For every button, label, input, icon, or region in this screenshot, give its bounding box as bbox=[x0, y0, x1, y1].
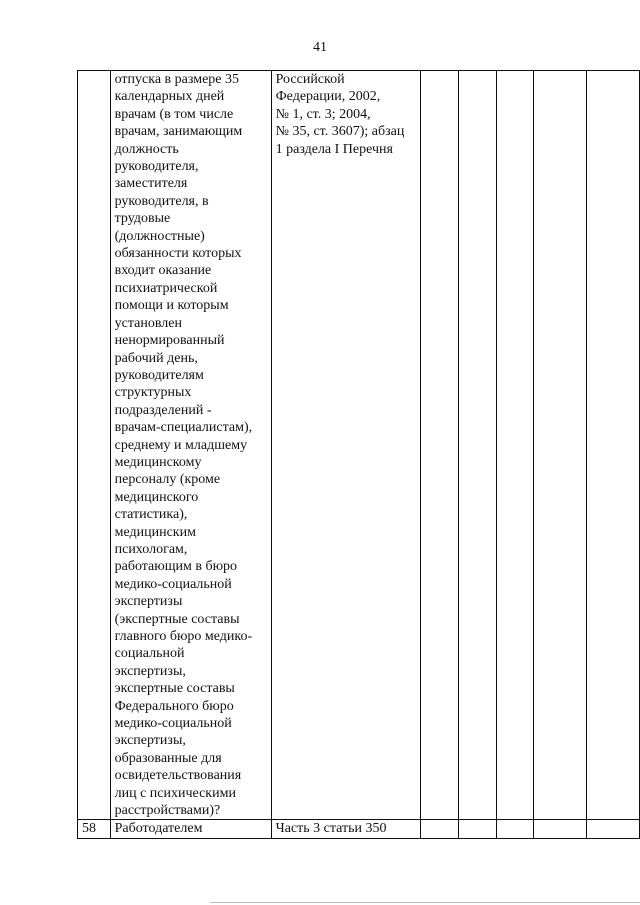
row-number-cell: 58 bbox=[78, 820, 111, 838]
empty-cell bbox=[458, 71, 496, 820]
bottom-edge-line bbox=[210, 902, 640, 903]
empty-cell bbox=[496, 71, 534, 820]
empty-cell bbox=[420, 71, 458, 820]
requirement-text-cell: отпуска в размере 35 календарных дней врачам (в том числе врачам, занимающим должность руководителя, заместителя руководителя, в трудовые (должностные) обязанности которых входит оказание психиатрической помощи и которым установлен ненормированный рабочий день, руководителям структурных подразделений - врачам-специалистам), среднему и младшему медицинскому персоналу (кроме медицинского статистика), медицинским психологам, работающим в бюро медико-социальной экспертизы (экспертные составы главного бюро медико- социальной экспертизы, экспертные составы Федерального бюро медико-социальной экспертизы, образованные для освидетельствования лиц с психическими расстройствами)? bbox=[110, 71, 271, 820]
empty-cell bbox=[458, 820, 496, 838]
document-table bbox=[77, 70, 640, 839]
empty-cell bbox=[420, 820, 458, 838]
row-number-cell bbox=[78, 71, 111, 820]
empty-cell bbox=[586, 71, 639, 820]
empty-cell bbox=[534, 820, 586, 838]
legal-reference-cell: Часть 3 статьи 350 bbox=[271, 820, 420, 838]
requirement-text-cell: Работодателем bbox=[110, 820, 271, 838]
table-row bbox=[78, 820, 640, 838]
table-row bbox=[78, 71, 640, 820]
legal-reference-cell: Российской Федерации, 2002, № 1, ст. 3; 2004, № 35, ст. 3607); абзац 1 раздела I Перечня bbox=[271, 71, 420, 820]
empty-cell bbox=[586, 820, 639, 838]
empty-cell bbox=[534, 71, 586, 820]
empty-cell bbox=[496, 820, 534, 838]
page-number: 41 bbox=[313, 40, 327, 55]
